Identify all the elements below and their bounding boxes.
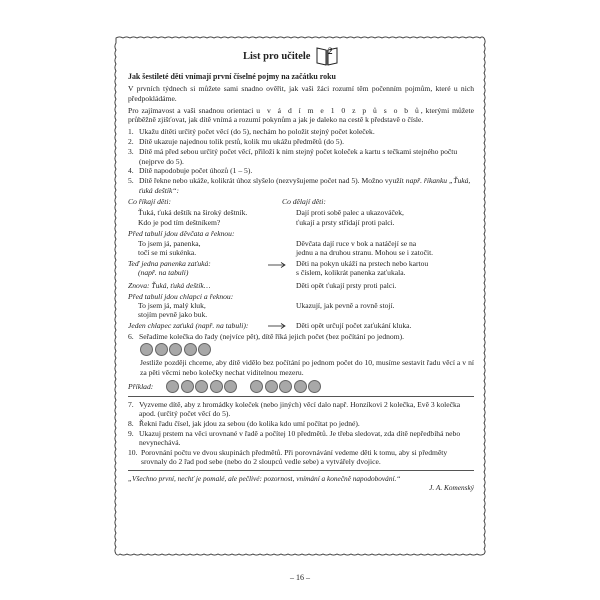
rhyme-line: To jsem já, malý kluk,	[138, 301, 206, 311]
action-line: ťukají a prsty střídají proti palci.	[296, 217, 395, 227]
item-text: Ukazuj prstem na věci urovnané v řadě a počítej 10 předmětů. Je třeba sledovat, zda dítě nepředbíhá nebo nevynechává.	[139, 429, 461, 448]
list-item	[128, 332, 474, 341]
list-item	[128, 400, 474, 419]
item-text: Dítě napodobuje počet úhozů (1 – 5).	[139, 166, 253, 176]
item-number: 8.	[128, 419, 134, 429]
rhyme-cue: Znova: Ťuká, ťuká deštík…	[128, 280, 211, 290]
item-text: Řekni řadu čísel, jak jdou za sebou (do kolika kdo umí počítat po jedné).	[139, 419, 360, 429]
divider	[128, 396, 474, 397]
counting-circle	[155, 343, 168, 356]
action-line: Děti opět ťukají prsty proti palci.	[296, 280, 397, 290]
action-line: Děvčata dají ruce v bok a natáčejí se na	[296, 238, 417, 248]
counting-circle	[169, 343, 182, 356]
item-text: Seřadíme kolečka do řady (nejvíce pět), dítě říká jejich počet (bez počítání po jednom).	[139, 332, 405, 342]
example-label: Příklad:	[128, 381, 154, 391]
item-text: Ukažu dítěti určitý počet věcí (do 5), nechám ho položit stejný počet koleček.	[139, 127, 375, 137]
circle-gap	[239, 380, 249, 393]
item-text: Dítě má před sebou určitý počet věcí, přiloží k nim stejný počet koleček a kartu s tečkami stejného počtu (nejprve do 5).	[139, 147, 458, 166]
counting-circle	[279, 380, 292, 393]
book-icon	[316, 46, 338, 66]
counting-circle	[184, 343, 197, 356]
method-list-2	[128, 400, 474, 467]
item-text: Vyzveme dítě, aby z hromádky koleček (nebo jiných) věcí dalo např. Honzíkovi 2 kolečka, Evě 3 kolečka apod. (určitý počet věcí do 5).	[139, 399, 461, 419]
item-number: 9.	[128, 429, 134, 438]
circle-row-ten	[166, 380, 321, 393]
item-number: 4.	[128, 166, 134, 176]
sheet-number: 2	[328, 46, 333, 56]
list-item	[128, 137, 474, 146]
rhyme-cue: Jeden chlapec zaťuká (např. na tabuli):	[128, 321, 249, 331]
list-item	[128, 176, 474, 195]
list-item	[128, 147, 474, 166]
rhyme-cue: Před tabulí jdou děvčata a řeknou:	[128, 229, 235, 239]
page-header	[128, 44, 474, 68]
rhyme-block-2	[128, 239, 474, 259]
rhyme-cue: Před tabulí jdou chlapci a řeknou:	[128, 291, 234, 301]
item-italic-text: např. říkanku „Ťuká, ťuká deštík“:	[139, 176, 471, 195]
list-item	[128, 429, 474, 448]
komensky-quote: „Všechno první, nechť je pomalé, ale pečlivé: pozornost, vnímání a konečně napodobování.“	[128, 473, 401, 483]
page-footer-number: – 16 –	[290, 573, 310, 582]
item-number: 1.	[128, 127, 134, 137]
rhyme-block-3	[128, 259, 474, 279]
counting-circle	[166, 380, 179, 393]
item-number: 2.	[128, 137, 134, 147]
method-list-1	[128, 127, 474, 194]
arrow-right-icon	[268, 323, 286, 329]
counting-circle	[308, 380, 321, 393]
rhyme-block-4	[128, 281, 474, 292]
rhyme-block-1	[128, 208, 474, 229]
section-heading: Jak šestileté děti vnímají první číselné pojmy na začátku roku	[128, 72, 336, 81]
list-item	[128, 166, 474, 175]
rhyme-block-6	[128, 321, 474, 332]
arrow-right-icon	[268, 262, 286, 268]
item-number: 10.	[128, 448, 138, 458]
rhyme-left-head: Co říkají děti:	[128, 196, 172, 206]
rhyme-cue-note: (např. na tabuli)	[138, 268, 189, 278]
list-item	[128, 448, 474, 467]
counting-circle	[140, 343, 153, 356]
rhyme-line: stojím pevně jako buk.	[138, 310, 208, 320]
intro-text-b: , kterými můžete průběžně zjišťovat, jak dítě vnímá a rozumí pokynům a jak je daleko na cestě k představě o čísle.	[128, 105, 474, 125]
rhyme-cue: Teď jedna panenka zaťuká:	[128, 258, 211, 268]
rhyme-line: To jsem já, panenka,	[138, 238, 201, 248]
circle-row-five	[140, 343, 474, 356]
item-number: 3.	[128, 147, 134, 157]
action-line: Děti na pokyn ukáží na prstech nebo kartou	[296, 258, 429, 268]
action-line: jednu a na druhou stranu. Mohou se i zatočit.	[296, 248, 434, 258]
counting-circle	[294, 380, 307, 393]
action-line: Děti opět určují počet zaťukání kluka.	[296, 321, 412, 331]
item6-explanation: Jestliže později chceme, aby dítě vidělo bez počítání po jednom počet do 10, musíme sestavit řadu věcí a v ní za pěti věcmi nebo kolečky nechat viditelnou mezeru.	[140, 358, 474, 377]
page-title: List pro učitele	[243, 51, 311, 62]
rhyme-right-head: Co dělají děti:	[282, 196, 326, 206]
rhyme-line: Ťuká, ťuká deštík na široký deštník.	[138, 208, 248, 218]
item-number: 5.	[128, 176, 134, 186]
counting-circle	[181, 380, 194, 393]
intro-paragraph-1: V prvních týdnech si můžete sami snadno ověřit, jak vaši žáci rozumí těm počenním pojmům, které u nich předpokládáme.	[128, 84, 474, 103]
rhyme-block-5	[128, 301, 474, 321]
rhyme-heads	[128, 197, 474, 207]
rhyme-line: točí se mi sukénka.	[138, 248, 197, 258]
example-row	[128, 380, 474, 393]
counting-circle	[265, 380, 278, 393]
item-number: 6.	[128, 332, 134, 342]
intro-spaced-text: u v á d í m e 1 0 z p ů s o b ů	[256, 105, 421, 115]
counting-circle	[224, 380, 237, 393]
divider	[128, 470, 474, 471]
item-text: Porovnání počtu ve dvou skupinách předmětů. Při porovnávání vedeme děti k tomu, aby si předměty srovnaly do 2 řad pod sebe (nebo do 2 sloupců vedle sebe) a vytvářely dvojice.	[141, 448, 448, 467]
page-content	[128, 44, 474, 492]
rhyme-table	[128, 197, 474, 332]
counting-circle	[195, 380, 208, 393]
list-item	[128, 127, 474, 136]
action-line: s číslem, kolikrát panenka zaťukala.	[296, 268, 406, 278]
quote-author: J. A. Komenský	[429, 483, 474, 493]
intro-text-a: Pro zajímavost a vaši snadnou orientaci	[128, 105, 254, 115]
counting-circle	[210, 380, 223, 393]
item-text: Dítě ukazuje najednou tolik prstů, kolik mu ukážu předmětů (do 5).	[139, 137, 344, 147]
counting-circle	[250, 380, 263, 393]
item-number: 7.	[128, 399, 134, 409]
item-text: Dítě řekne nebo ukáže, kolikrát úhoz slyšelo (nezvyšujeme počet nad 5). Možno využít	[139, 176, 404, 186]
action-line: Dají proti sobě palec a ukazováček,	[296, 208, 404, 218]
action-line: Ukazují, jak pevně a rovně stojí.	[296, 301, 395, 311]
rhyme-line: Kdo je pod tím deštníkem?	[138, 217, 221, 227]
list-item	[128, 419, 474, 428]
counting-circle	[198, 343, 211, 356]
intro-paragraph-2	[128, 106, 474, 125]
